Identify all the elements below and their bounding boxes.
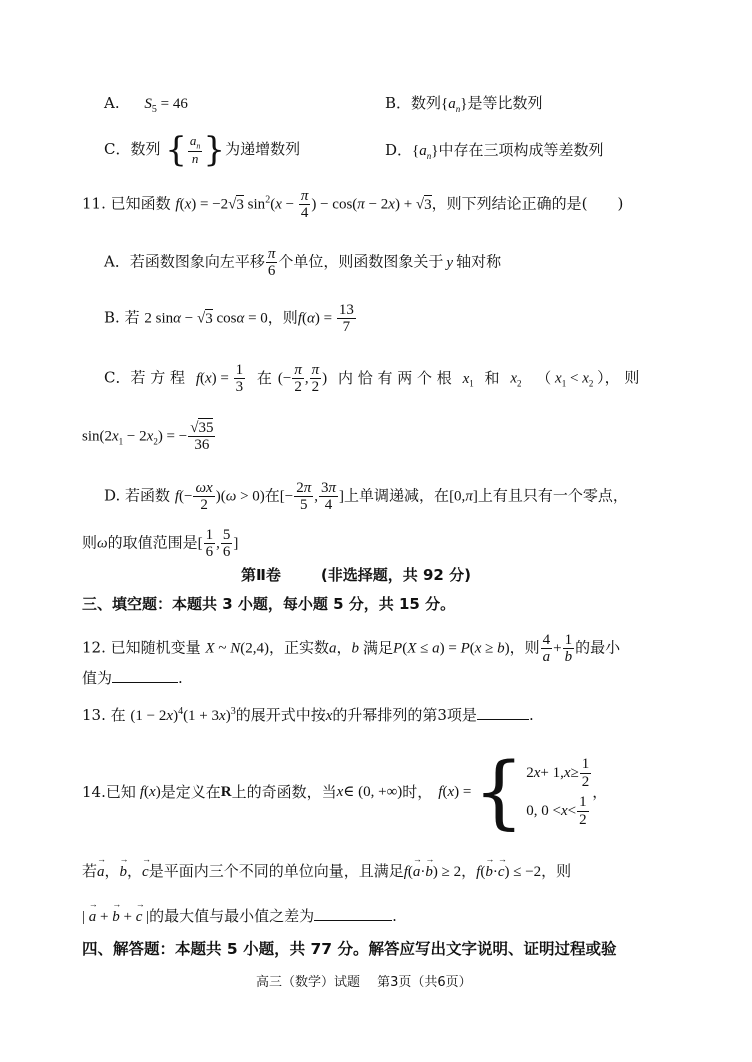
fraction-pi-2: $\frac{\pi}{2}$: [294, 362, 302, 396]
answer-blank[interactable]: [477, 705, 529, 720]
fraction-omega-x-2: $\frac{\omega x}{2}$: [195, 480, 213, 514]
q10-option-d: D．$\{a_n\}$中存在三项构成等差数列: [385, 141, 604, 161]
fraction-pi-6: $\frac{\pi}{6}$: [267, 246, 276, 280]
fraction-5-6: $\frac{5}{6}$: [222, 527, 231, 561]
q11-option-b: B. 若 2 sinα − √3 cosα = 0，则f(α) = $\frac{13}{7}$: [104, 302, 354, 336]
section-iv-heading: 四、解答题：本题共 5 小题，共 77 分。解答应写出文字说明、证明过程或验: [82, 940, 617, 958]
q14-line3: | → a + → b + → c |的最大值与最小值之差为 .: [82, 906, 397, 925]
q11-stem: 11. 已知函数 f(x) = −2√3 $\sin^2(x$ − $\frac{\pi}{4}$ ) − cos(π − 2x) + √3，则下列结论正确的是( ): [82, 188, 624, 222]
fraction-sqrt35-36: $\frac{√35}{36}$: [190, 420, 214, 454]
fraction-1-b: $\frac{1}{b}$: [564, 632, 573, 666]
fraction-2pi-5: $\frac{2\pi}{5}$: [296, 480, 312, 514]
q11-option-d-range: 则ω的取值范围是[ $\frac{1}{6}$ , $\frac{5}{6}$ ]: [82, 527, 239, 561]
fraction-1-2: $\frac{1}{2}$: [579, 794, 587, 828]
q11-option-d: D. 若函数 f(− $\frac{\omega x}{2}$ )(ω > 0)在[− $\frac{2\pi}{5}$ , $\frac{3\pi}{4}$ ]上单调递减，在[0,π]上有且只有一个零点，: [104, 480, 628, 514]
fraction-1-6: $\frac{1}{6}$: [205, 527, 214, 561]
piecewise-cases: 2 x + 1, x ≥ $\frac{1}{2}$ 0, 0 < x < $\frac{1}{2}$: [526, 756, 590, 828]
page-footer: 高三（数学）试题 第3页（共6页）: [256, 975, 472, 990]
section-iii-heading: 三、填空题：本题共 3 小题，每小题 5 分，共 15 分。: [82, 595, 456, 613]
fraction-13-7: $\frac{13}{7}$: [338, 302, 354, 336]
fraction-1-3: $\frac{1}{3}$: [235, 362, 244, 396]
q11-option-c-result: $\sin(2x_1 - 2x_2)$ = − $\frac{√35}{36}$: [82, 420, 214, 454]
q13-stem: 13. 在 $(1 - 2x)^4(1 + 3x)^3$的展开式中按x的升幂排列的第3项是 .: [82, 706, 534, 724]
q10-option-c: C．数列 { $\frac{a_n}{n}$ }为递增数列: [104, 130, 301, 170]
q11-option-a: A．若函数图象向左平移 $\frac{\pi}{6}$ 个单位，则函数图象关于 y 轴对称: [104, 246, 502, 280]
q10-option-a: A. $S_5 = 46$: [104, 94, 188, 115]
q14-line2: 若→ a，→ b，→ c是平面内三个不同的单位向量，且满足f(→ a·→ b) ≥ 2，f(→ b·→ c) ≤ −2，则: [82, 864, 571, 880]
answer-blank[interactable]: [112, 668, 178, 683]
fraction: $\frac{a_n}{n}$: [189, 133, 201, 167]
section-ii-heading: 第Ⅱ卷 (非选择题，共 92 分): [241, 566, 471, 584]
q14-stem: 14. 已知 f ( x ) 是定义在 R 上的奇函数，当 x ∈ (0, +∞) 时， f ( x ) = { 2 x + 1, x ≥ $\frac{1}{2}$ 0, 0 < x < $\frac{1}{2}$ ，: [82, 745, 608, 838]
q12-answer-line: 值为 .: [82, 669, 183, 687]
fraction-4-a: $\frac{4}{a}$: [542, 632, 551, 666]
fraction-pi-4: $\frac{\pi}{4}$: [300, 188, 309, 222]
fraction-1-2: $\frac{1}{2}$: [581, 756, 590, 790]
q11-option-c: C．若 方 程 f(x) = $\frac{1}{3}$ 在 (− $\frac{\pi}{2}$ , $\frac{\pi}{2}$ ) 内 恰 有 两 个 根 $x_1$ 和 $x_2$ （ $x_1 < x_2$ ）， 则: [104, 362, 640, 396]
fraction-3pi-4: $\frac{3\pi}{4}$: [321, 480, 337, 514]
q12-stem: 12. 已知随机变量 X ~ N(2,4)，正实数a，b 满足P(X ≤ a) = P(x ≥ b)，则 $\frac{4}{a}$ + $\frac{1}{b}$ 的最小: [82, 632, 621, 666]
fraction-pi-2: $\frac{\pi}{2}$: [311, 362, 320, 396]
answer-blank[interactable]: [314, 906, 392, 921]
q10-option-b: B．数列$\{a_n\}$是等比数列: [385, 94, 543, 114]
